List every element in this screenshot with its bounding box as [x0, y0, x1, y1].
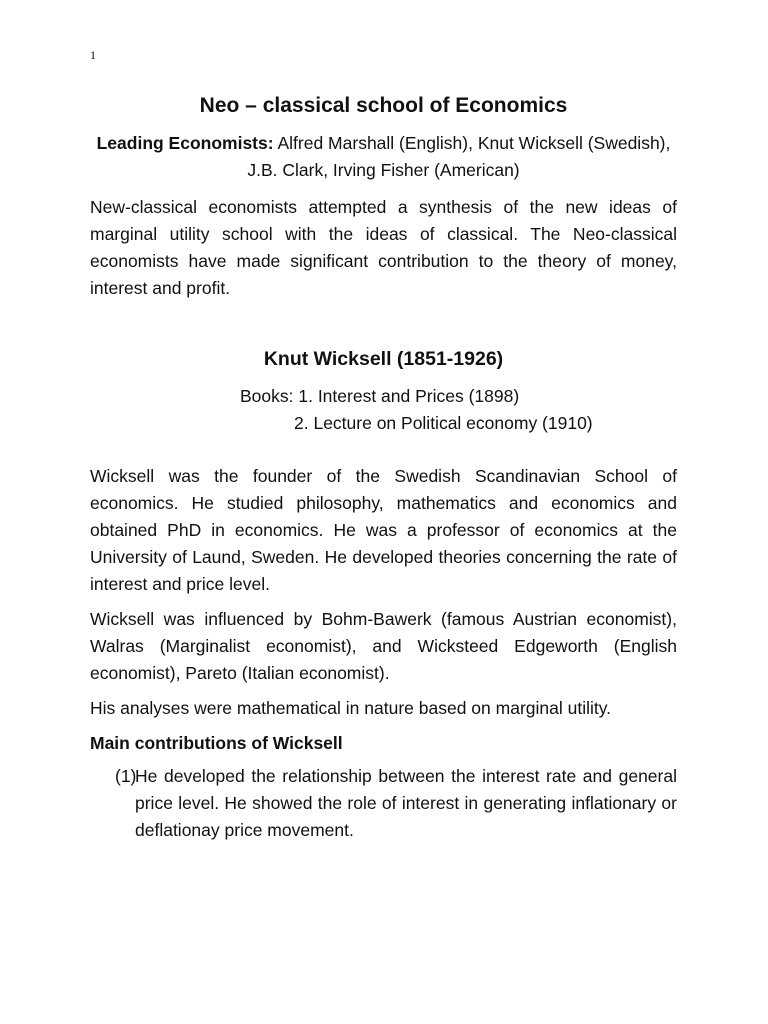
contribution-item	[115, 763, 677, 844]
wicksell-heading: Knut Wicksell (1851-1926)	[263, 348, 504, 370]
intro-paragraph: New-classical economists attempted a synthesis of the new ideas of marginal utility school with the ideas of classical. The Neo-classical economists have made significant contribution to the theory of money, interest and profit.	[90, 197, 677, 298]
page-content	[90, 92, 677, 844]
book-item-2: 2. Lecture on Political economy (1910)	[294, 413, 593, 433]
page-number: 1	[90, 48, 96, 62]
wicksell-paragraph-1: Wicksell was the founder of the Swedish Scandinavian School of economics. He studied philosophy, mathematics and economics and obtained PhD in economics. He was a professor of economics at the University of Laund, Sweden. He developed theories concerning the rate of interest and price level.	[90, 466, 677, 594]
leading-economists-text: Alfred Marshall (English), Knut Wicksell (Swedish), J.B. Clark, Irving Fisher (American)	[247, 133, 671, 180]
wicksell-paragraph-2: Wicksell was influenced by Bohm-Bawerk (famous Austrian economist), Walras (Marginalist economist), and Wicksteed Edgeworth (English economist), Pareto (Italian economist).	[90, 609, 677, 683]
contribution-number: (1)	[115, 766, 137, 786]
contributions-heading: Main contributions of Wicksell	[90, 733, 343, 753]
books-list	[240, 383, 677, 437]
wicksell-paragraph-3: His analyses were mathematical in nature based on marginal utility.	[90, 698, 612, 718]
contribution-text: He developed the relationship between the interest rate and general price level. He showed the role of interest in generating inflationary or deflationay price movement.	[135, 766, 677, 840]
document-title: Neo – classical school of Economics	[199, 94, 568, 117]
leading-economists-label: Leading Economists:	[96, 133, 274, 153]
leading-economists	[90, 130, 677, 184]
book-item-1: Books: 1. Interest and Prices (1898)	[240, 386, 520, 406]
